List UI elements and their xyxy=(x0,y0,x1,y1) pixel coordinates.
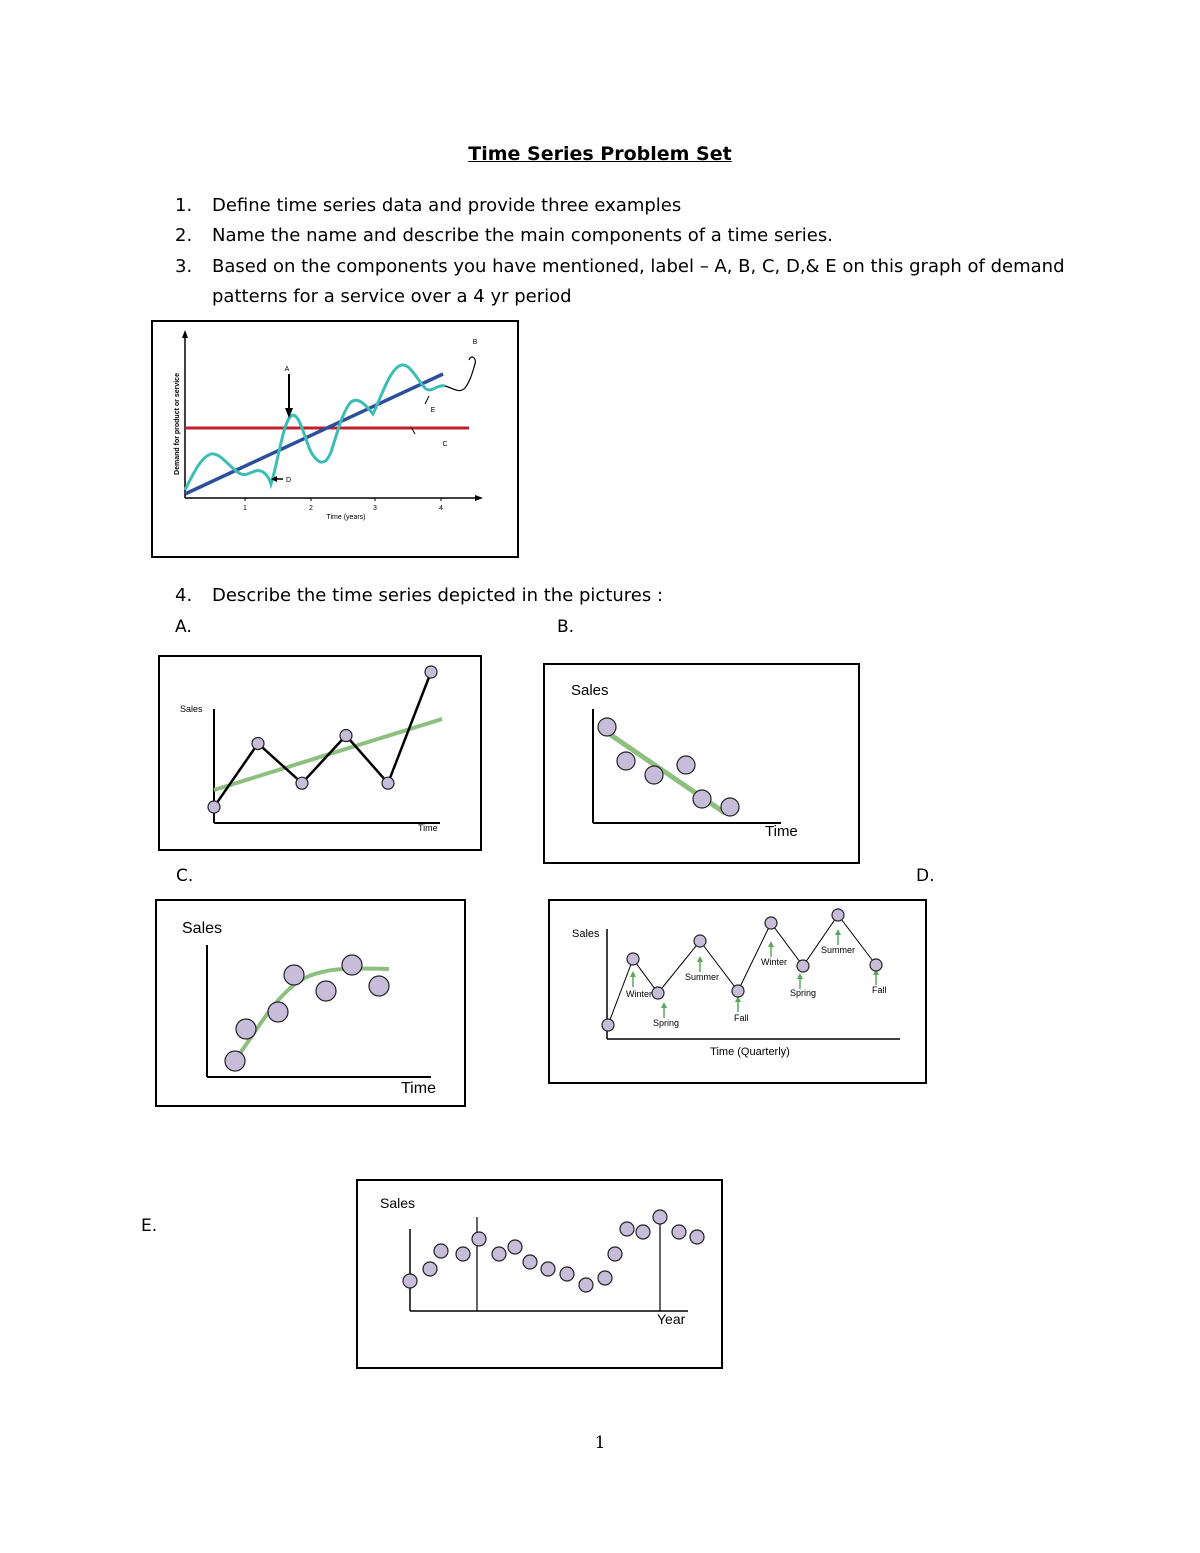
y-axis-label: Sales xyxy=(180,704,203,714)
x-axis-label: Time xyxy=(401,1080,436,1097)
tick-label: 3 xyxy=(373,505,377,512)
chart-a xyxy=(158,655,482,851)
data-point xyxy=(541,1262,555,1276)
season-label: Fall xyxy=(734,1013,749,1023)
data-point xyxy=(425,666,437,678)
data-point xyxy=(252,737,264,749)
sales-line xyxy=(608,915,876,1025)
season-arrow-head xyxy=(797,973,803,979)
tick-label: 4 xyxy=(439,505,443,512)
data-point xyxy=(508,1240,522,1254)
marker-e: E xyxy=(430,407,436,414)
question-number: 1. xyxy=(175,195,193,216)
marker-d: D xyxy=(286,477,292,484)
data-point xyxy=(598,718,616,736)
data-point xyxy=(296,777,308,789)
chart-b xyxy=(543,663,860,864)
data-point xyxy=(732,985,744,997)
data-point xyxy=(797,960,809,972)
data-point xyxy=(284,965,304,985)
data-point xyxy=(617,752,635,770)
sales-line xyxy=(214,672,431,807)
data-point xyxy=(382,777,394,789)
data-point xyxy=(225,1051,245,1071)
y-axis-label: Sales xyxy=(571,682,609,699)
data-point xyxy=(268,1002,288,1022)
marker-b: B xyxy=(472,339,478,346)
panel-label-d: D. xyxy=(916,866,935,886)
panel-label-c: C. xyxy=(176,866,194,886)
data-point xyxy=(721,798,739,816)
data-point xyxy=(316,981,336,1001)
data-point xyxy=(690,1230,704,1244)
y-axis-label: Sales xyxy=(572,928,600,940)
data-point xyxy=(636,1225,650,1239)
tick-label: 1 xyxy=(243,505,247,512)
season-label: Spring xyxy=(653,1018,680,1028)
trend-curve xyxy=(233,968,389,1063)
data-point xyxy=(765,917,777,929)
data-point xyxy=(472,1232,486,1246)
data-point xyxy=(652,987,664,999)
season-label: Summer xyxy=(821,945,856,955)
data-point xyxy=(672,1225,686,1239)
data-point xyxy=(456,1247,470,1261)
x-axis-label: Time (Quarterly) xyxy=(710,1046,790,1058)
data-point xyxy=(608,1247,622,1261)
x-axis-label: Year xyxy=(657,1311,686,1327)
data-point xyxy=(369,976,389,996)
x-axis-label: Time (years) xyxy=(326,514,366,521)
season-label: Winter xyxy=(626,989,653,999)
marker-c: C xyxy=(442,441,448,448)
data-point xyxy=(627,953,639,965)
trend-line xyxy=(185,374,443,494)
data-point xyxy=(693,790,711,808)
x-axis-label: Time xyxy=(418,823,438,833)
data-point xyxy=(598,1271,612,1285)
question-text: Define time series data and provide three examples xyxy=(212,195,682,216)
data-point xyxy=(694,935,706,947)
data-point xyxy=(523,1255,537,1269)
season-label: Summer xyxy=(685,972,720,982)
chart-e xyxy=(356,1179,723,1369)
question-text: Based on the components you have mentioned, label – A, B, C, D,& E on this graph of demand patterns for a service over a 4 yr period xyxy=(212,256,1065,307)
question-number: 2. xyxy=(175,225,193,246)
data-point xyxy=(653,1210,667,1224)
season-arrow-head xyxy=(697,956,703,962)
data-point xyxy=(560,1267,574,1281)
data-point xyxy=(236,1019,256,1039)
data-point xyxy=(340,730,352,742)
data-point xyxy=(579,1278,593,1292)
data-point xyxy=(342,955,362,975)
season-label: Spring xyxy=(790,988,817,998)
demand-graph xyxy=(151,320,519,558)
data-point xyxy=(645,766,663,784)
data-point xyxy=(423,1262,437,1276)
panel-label-a: A. xyxy=(175,617,192,637)
marker-a: A xyxy=(284,366,290,373)
chart-d xyxy=(548,899,927,1084)
question-text: Describe the time series depicted in the pictures : xyxy=(212,585,664,606)
season-arrow-head xyxy=(835,929,841,935)
season-arrow-head xyxy=(661,1002,667,1008)
panel-label-e: E. xyxy=(141,1216,158,1236)
data-point xyxy=(602,1019,614,1031)
question-text: Name the name and describe the main components of a time series. xyxy=(212,225,833,246)
question-number: 3. xyxy=(175,256,193,277)
y-axis-label: Sales xyxy=(380,1195,416,1211)
data-point xyxy=(832,909,844,921)
season-label: Winter xyxy=(761,957,788,967)
x-axis-label: Time xyxy=(765,823,798,840)
data-point xyxy=(208,801,220,813)
data-point xyxy=(620,1222,634,1236)
season-arrow-head xyxy=(630,971,636,977)
data-point xyxy=(677,756,695,774)
chart-c xyxy=(155,899,466,1107)
page-title: Time Series Problem Set xyxy=(468,143,732,165)
season-arrow-head xyxy=(768,941,774,947)
data-point xyxy=(870,959,882,971)
data-point xyxy=(492,1247,506,1261)
tick-label: 2 xyxy=(309,505,313,512)
data-point xyxy=(434,1244,448,1258)
panel-label-b: B. xyxy=(557,617,575,637)
season-label: Fall xyxy=(872,985,887,995)
question-number: 4. xyxy=(175,585,193,606)
data-point xyxy=(403,1274,417,1288)
y-axis-label: Demand for product or service xyxy=(174,373,181,475)
y-axis-label: Sales xyxy=(182,920,223,937)
page-number: 1 xyxy=(594,1433,606,1453)
